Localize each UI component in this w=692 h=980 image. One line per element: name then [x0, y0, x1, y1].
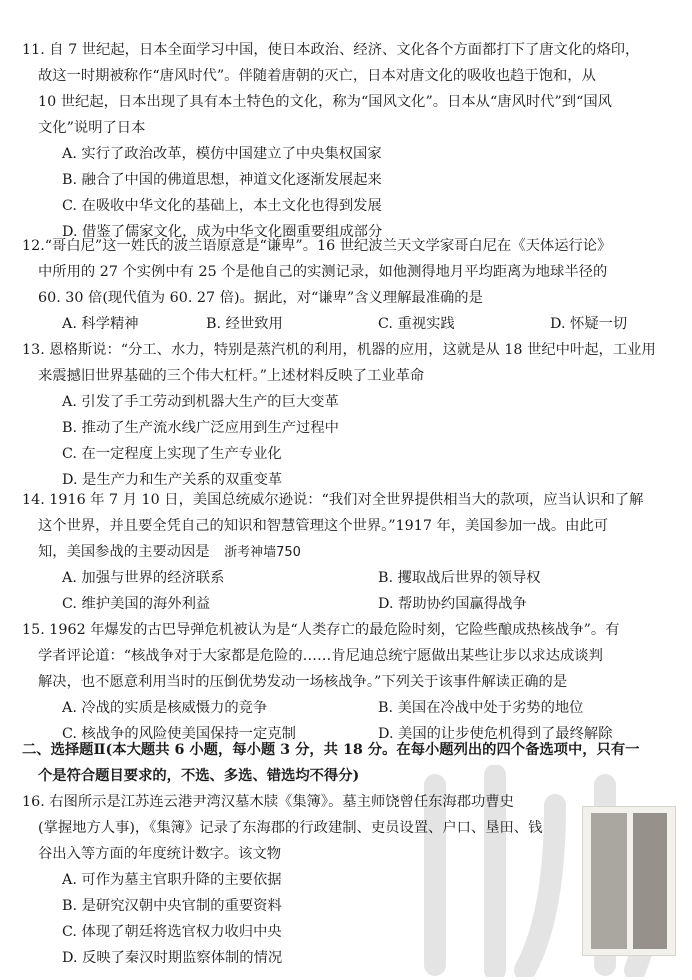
- option-a: A. 可作为墓主官职升降的主要依据: [62, 872, 282, 888]
- option-d: D. 反映了秦汉时期监察体制的情况: [62, 950, 283, 966]
- option-b: B. 融合了中国的佛道思想，神道文化逐渐发展起来: [62, 172, 382, 188]
- section-heading-line: 个是符合题目要求的，不选、多选、错选均不得分): [38, 768, 360, 784]
- option-d: D. 帮助协约国赢得战争: [378, 596, 527, 612]
- watermark-stamp-text: 浙考神墙750: [224, 545, 301, 560]
- option-b: B. 是研究汉朝中央官制的重要资料: [62, 898, 282, 914]
- question-text-line: 60. 30 倍(现代值为 60. 27 倍)。据此，对“谦卑”含义理解最准确的是: [38, 290, 483, 306]
- option-b: B. 推动了生产流水线广泛应用到生产过程中: [62, 420, 339, 436]
- question-text-line: 来震撼旧世界基础的三个伟大杠杆。”上述材料反映了工业革命: [38, 368, 425, 384]
- option-c: C. 维护美国的海外利益: [62, 596, 211, 612]
- option-d: D. 借鉴了儒家文化，成为中华文化圈重要组成部分: [62, 224, 383, 240]
- question-text-line: [38, 540, 301, 564]
- option-c: C. 在一定程度上实现了生产专业化: [62, 446, 282, 462]
- option-c: C. 体现了朝廷将选官权力收归中央: [62, 924, 282, 940]
- option-d: D. 怀疑一切: [550, 316, 628, 332]
- option-a: A. 实行了政治改革，模仿中国建立了中央集权国家: [62, 146, 382, 162]
- question-text-line: 16. 右图所示是江苏连云港尹湾汉墓木牍《集簿》。墓主师饶曾任东海郡功曹史: [22, 794, 514, 810]
- question-text-line: 15. 1962 年爆发的古巴导弹危机被认为是“人类存亡的最危险时刻，它险些酿成热核战争”。有: [22, 622, 620, 638]
- option-b: B. 美国在冷战中处于劣势的地位: [378, 700, 584, 716]
- option-a: A. 冷战的实质是核威慑力的竞争: [62, 700, 268, 716]
- option-d: D. 美国的让步使危机得到了最终解除: [378, 726, 613, 742]
- option-c: C. 重视实践: [378, 316, 455, 332]
- question-text-line: 12.“哥白尼”这一姓氏的波兰语原意是“谦卑”。16 世纪波兰天文学家哥白尼在《天体运行论》: [22, 238, 612, 254]
- question-text-line: 这个世界，并且要全凭自己的知识和智慧管理这个世界。”1917 年，美国参加一战。由此可: [38, 518, 609, 534]
- option-a: A. 科学精神: [62, 316, 139, 332]
- question-text-line: (掌握地方人事)，《集簿》记录了东海郡的行政建制、吏员设置、户口、垦田、钱: [38, 820, 543, 836]
- question-text-line: 14. 1916 年 7 月 10 日，美国总统威尔逊说：“我们对全世界提供相当大的款项，应当认识和了解: [22, 492, 644, 508]
- wooden-slip-image: [591, 813, 627, 949]
- question-text-line: 10 世纪起，日本出现了具有本土特色的文化，称为“国风文化”。日本从“唐风时代”到“国风: [38, 94, 612, 110]
- question-text-line: 故这一时期被称作“唐风时代”。伴随着唐朝的灭亡，日本对唐文化的吸收也趋于饱和，从: [38, 68, 596, 84]
- section-heading-line: 二、选择题Ⅱ(本大题共 6 小题，每小题 3 分，共 18 分。在每小题列出的四个备选项中，只有一: [22, 742, 640, 758]
- question-text: 知，美国参战的主要动因是: [38, 544, 210, 560]
- question-text-line: 谷出入等方面的年度统计数字。该文物: [38, 846, 282, 862]
- option-b: B. 经世致用: [206, 316, 283, 332]
- question-text-line: 11. 自 7 世纪起，日本全面学习中国，使日本政治、经济、文化各个方面都打下了唐文化的烙印，: [22, 42, 640, 58]
- option-c: C. 在吸收中华文化的基础上，本土文化也得到发展: [62, 198, 382, 214]
- wooden-slip-photo: [582, 806, 676, 956]
- question-text-line: 中所用的 27 个实例中有 25 个是他自己的实测记录，如他测得地月平均距离为地球半径的: [38, 264, 608, 280]
- question-text-line: 13. 恩格斯说：“分工、水力，特别是蒸汽机的利用，机器的应用，这就是从 18 世纪中叶起，工业用: [22, 342, 656, 358]
- option-a: A. 引发了手工劳动到机器大生产的巨大变革: [62, 394, 339, 410]
- option-a: A. 加强与世界的经济联系: [62, 570, 225, 586]
- question-text-line: 文化”说明了日本: [38, 120, 146, 136]
- option-c: C. 核战争的风险使美国保持一定克制: [62, 726, 296, 742]
- question-text-line: 解决，也不愿意利用当时的压倒优势发动一场核战争。”下列关于该事件解读正确的是: [38, 674, 568, 690]
- option-d: D. 是生产力和生产关系的双重变革: [62, 472, 283, 488]
- option-b: B. 攫取战后世界的领导权: [378, 570, 541, 586]
- question-text-line: 学者评论道：“核战争对于大家都是危险的……肯尼迪总统宁愿做出某些让步以求达成谈判: [38, 648, 603, 664]
- wooden-slip-image: [633, 813, 667, 949]
